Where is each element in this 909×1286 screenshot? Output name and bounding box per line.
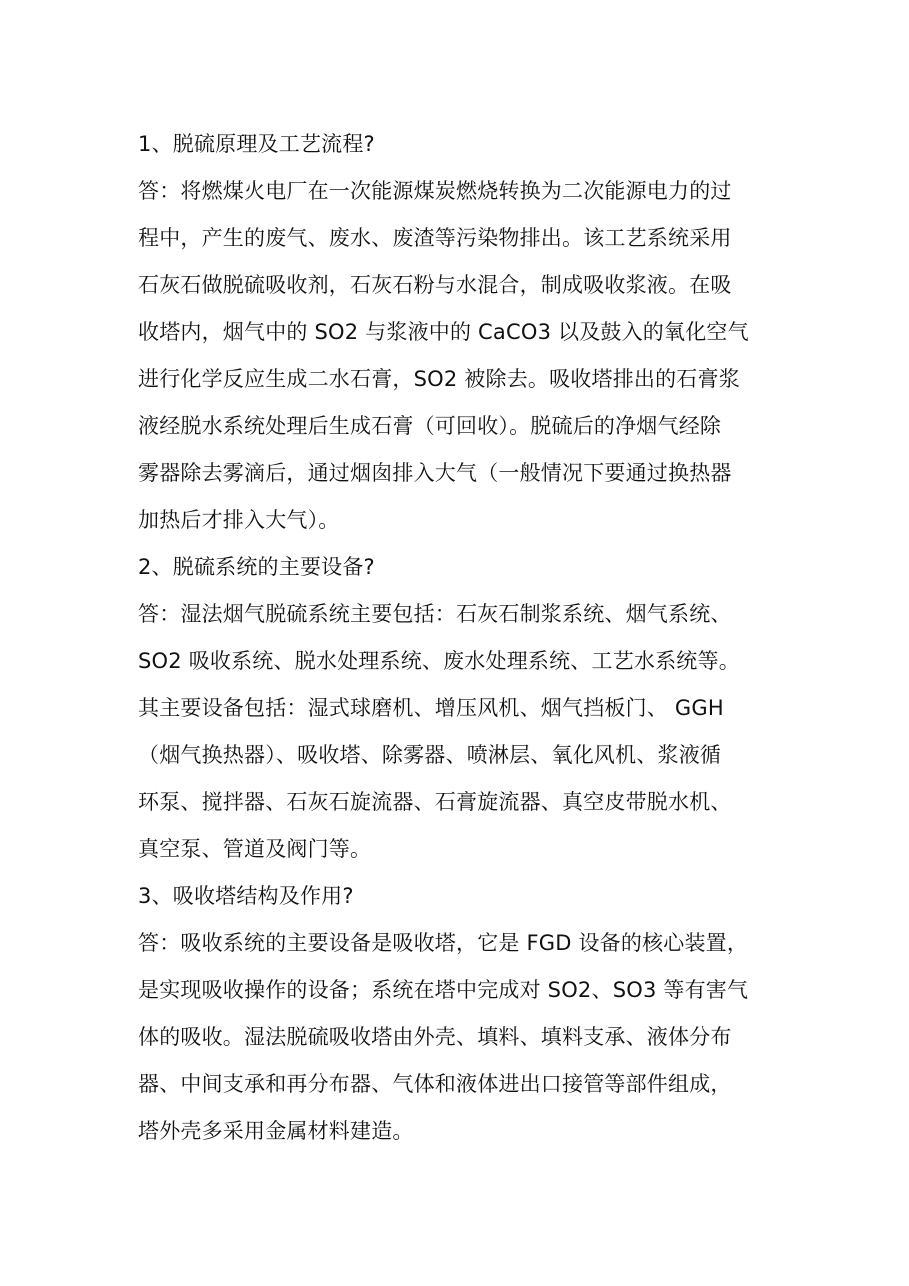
paragraph-line: SO2 吸收系统、脱水处理系统、废水处理系统、工艺水系统等。 xyxy=(138,649,740,673)
paragraph-line: （烟气换热器）、吸收塔、除雾器、喷淋层、氧化风机、浆液循 xyxy=(138,743,722,767)
paragraph-line: 答：吸收系统的主要设备是吸收塔，它是 FGD 设备的核心装置， xyxy=(138,931,749,955)
paragraph-line: 答：将燃煤火电厂在一次能源煤炭燃烧转换为二次能源电力的过 xyxy=(138,179,732,203)
paragraph-line: 答：湿法烟气脱硫系统主要包括：石灰石制浆系统、烟气系统、 xyxy=(138,602,732,626)
paragraph-line: 环泵、搅拌器、石灰石旋流器、石膏旋流器、真空皮带脱水机、 xyxy=(138,790,732,814)
paragraph-line: 真空泵、管道及阀门等。 xyxy=(138,837,372,861)
paragraph-line: 是实现吸收操作的设备；系统在塔中完成对 SO2、SO3 等有害气 xyxy=(138,978,749,1002)
paragraph-line: 器、中间支承和再分布器、气体和液体进出口接管等部件组成， xyxy=(138,1072,732,1096)
paragraph-line: 收塔内，烟气中的 SO2 与浆液中的 CaCO3 以及鼓入的氧化空气 xyxy=(138,320,749,344)
paragraph-line: 雾器除去雾滴后，通过烟囱排入大气（一般情况下要通过换热器 xyxy=(138,461,732,485)
paragraph-line: 液经脱水系统处理后生成石膏（可回收）。脱硫后的净烟气经除 xyxy=(138,414,722,438)
paragraph-line: 程中，产生的废气、废水、废渣等污染物排出。该工艺系统采用 xyxy=(138,226,732,250)
paragraph-line: 体的吸收。湿法脱硫吸收塔由外壳、填料、填料支承、液体分布 xyxy=(138,1025,732,1049)
heading-3: 3、吸收塔结构及作用? xyxy=(138,884,354,908)
heading-2: 2、脱硫系统的主要设备? xyxy=(138,555,375,579)
paragraph-line: 塔外壳多采用金属材料建造。 xyxy=(138,1119,414,1143)
paragraph-line: 加热后才排入大气）。 xyxy=(138,508,340,532)
heading-1: 1、脱硫原理及工艺流程? xyxy=(138,132,375,156)
paragraph-line: 石灰石做脱硫吸收剂，石灰石粉与水混合，制成吸收浆液。在吸 xyxy=(138,273,732,297)
paragraph-line: 其主要设备包括：湿式球磨机、增压风机、烟气挡板门、 GGH xyxy=(138,696,724,720)
paragraph-line: 进行化学反应生成二水石膏，SO2 被除去。吸收塔排出的石膏浆 xyxy=(138,367,740,391)
